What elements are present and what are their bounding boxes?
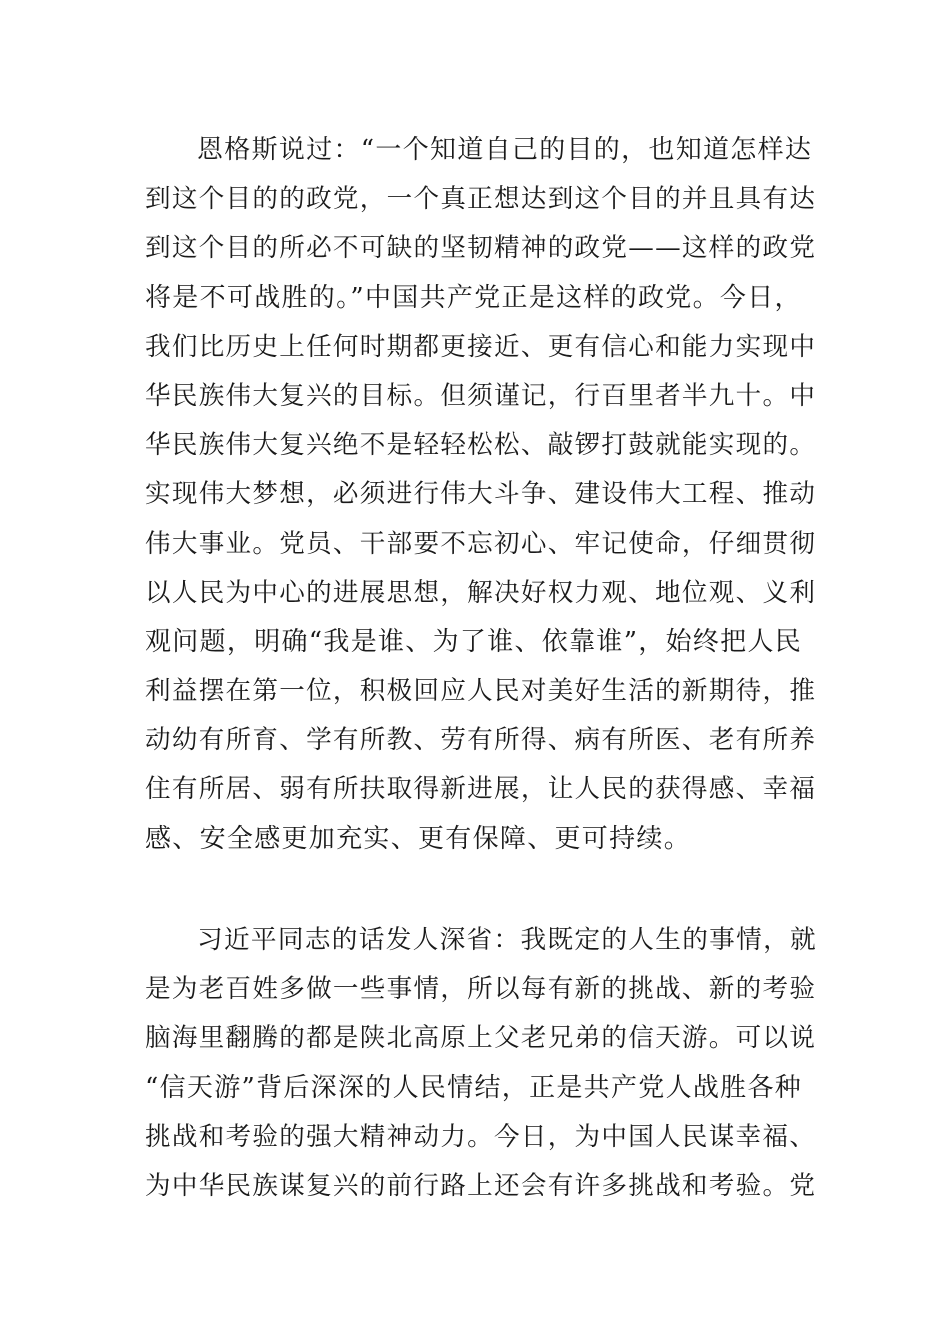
text-line: 以人民为中心的进展思想，解决好权力观、地位观、义利: [145, 577, 817, 608]
text-line: “信天游”背后深深的人民情结，正是共产党人战胜各种: [145, 1072, 803, 1103]
text-line: 华民族伟大复兴的目标。但须谨记，行百里者半九十。中: [145, 380, 817, 411]
text-line: 我们比历史上任何时期都更接近、更有信心和能力实现中: [145, 331, 817, 362]
text-line: 伟大事业。党员、干部要不忘初心、牢记使命，仔细贯彻: [145, 528, 817, 559]
text-line: 住有所居、弱有所扶取得新进展，让人民的获得感、幸福: [145, 774, 817, 805]
text-line: 利益摆在第一位，积极回应人民对美好生活的新期待，推: [145, 676, 817, 707]
text-line: 习近平同志的话发人深省：我既定的人生的事情，就: [197, 925, 817, 955]
text-line: 是为老百姓多做一些事情，所以每有新的挑战、新的考验: [145, 974, 817, 1005]
text-line: 动幼有所育、学有所教、劳有所得、病有所医、老有所养: [145, 725, 817, 756]
text-line: 脑海里翻腾的都是陕北高原上父老兄弟的信天游。可以说: [145, 1023, 817, 1054]
text-line: 到这个目的所必不可缺的坚韧精神的政党——这样的政党: [145, 233, 817, 264]
text-line: 观问题，明确“我是谁、为了谁、依靠谁”，始终把人民: [145, 626, 803, 657]
text-line: 感、安全感更加充实、更有保障、更可持续。: [145, 823, 692, 854]
text-line: 恩格斯说过：“一个知道自己的目的，也知道怎样达: [197, 135, 813, 165]
text-line: 到这个目的的政党，一个真正想达到这个目的并且具有达: [145, 184, 817, 215]
text-line: 为中华民族谋复兴的前行路上还会有许多挑战和考验。党: [145, 1170, 817, 1201]
text-line: 华民族伟大复兴绝不是轻轻松松、敲锣打鼓就能实现的。: [145, 430, 817, 461]
text-line: 挑战和考验的强大精神动力。今日，为中国人民谋幸福、: [145, 1121, 817, 1152]
paragraph-xinjinping-remarks: [145, 916, 820, 1211]
text-line: 将是不可战胜的。”中国共产党正是这样的政党。今日，: [145, 282, 802, 313]
text-line: 实现伟大梦想，必须进行伟大斗争、建设伟大工程、推动: [145, 479, 817, 510]
paragraph-engels-quote: [145, 126, 820, 864]
